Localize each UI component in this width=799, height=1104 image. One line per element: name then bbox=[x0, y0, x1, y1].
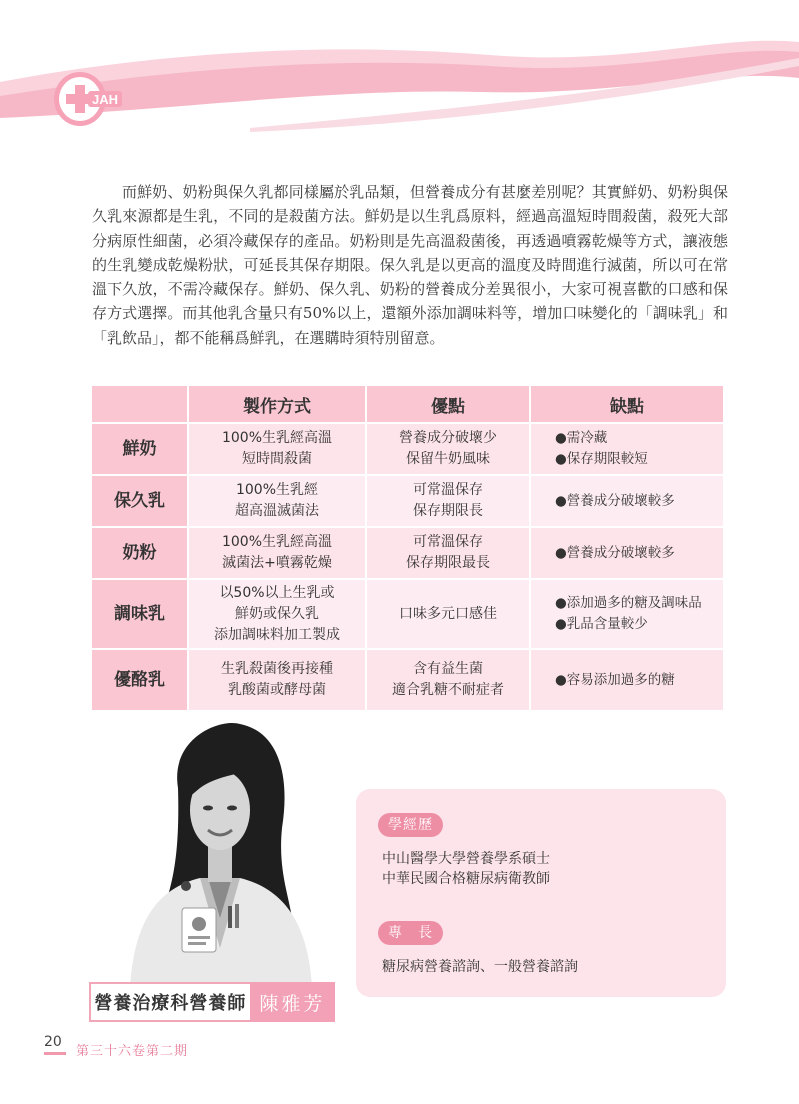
cons-cell bbox=[530, 649, 724, 711]
milk-comparison-table bbox=[92, 386, 725, 712]
row-name: 保久乳 bbox=[92, 475, 188, 527]
cons-cell bbox=[530, 527, 724, 579]
method-line: 鮮奶或保久乳 bbox=[235, 605, 319, 622]
cons-cell bbox=[530, 423, 724, 475]
pros-cell bbox=[366, 475, 530, 527]
method-line: 滅菌法+噴霧乾燥 bbox=[222, 555, 332, 571]
header-method: 製作方式 bbox=[188, 386, 366, 423]
method-line: 100%生乳經高溫 bbox=[221, 534, 333, 550]
pros-line: 含有益生菌 bbox=[413, 661, 483, 677]
specialty-badge: 專 長 bbox=[378, 921, 443, 945]
logo-text: JAH bbox=[91, 92, 119, 107]
cons-line: ●容易添加過多的糖 bbox=[555, 671, 675, 688]
method-line: 100%生乳經高溫 bbox=[221, 430, 333, 446]
profile-info-box bbox=[356, 789, 726, 997]
education-badge: 學經歷 bbox=[378, 813, 443, 837]
method-cell bbox=[188, 649, 366, 711]
pros-cell bbox=[366, 579, 530, 649]
method-cell bbox=[188, 527, 366, 579]
footer-accent-bar bbox=[44, 1052, 66, 1055]
method-cell bbox=[188, 579, 366, 649]
pros-line: 保存期限長 bbox=[413, 503, 483, 519]
name-tag bbox=[89, 982, 335, 1022]
row-name: 調味乳 bbox=[92, 579, 188, 649]
cons-line: ●乳品含量較少 bbox=[555, 616, 648, 632]
pros-line: 可常溫保存 bbox=[413, 534, 483, 550]
row-name: 優酪乳 bbox=[92, 649, 188, 711]
education-line: 中山醫學大學營養學系碩士 bbox=[382, 851, 550, 867]
education-line: 中華民國合格糖尿病衛教師 bbox=[382, 871, 550, 887]
cons-cell bbox=[530, 475, 724, 527]
page-number: 20 bbox=[44, 1034, 62, 1050]
cons-line: ●添加過多的糖及調味品 bbox=[555, 595, 702, 611]
issue-label: 第三十六卷第二期 bbox=[76, 1044, 189, 1059]
method-cell bbox=[188, 423, 366, 475]
pros-line: 可常溫保存 bbox=[413, 482, 483, 498]
pros-line: 營養成分破壞少 bbox=[399, 430, 497, 446]
pros-cell bbox=[366, 649, 530, 711]
pros-cell bbox=[366, 527, 530, 579]
cons-line: ●需冷藏 bbox=[555, 430, 608, 446]
person-name: 陳雅芳 bbox=[250, 982, 335, 1022]
pros-line: 保存期限最長 bbox=[406, 555, 490, 571]
method-line: 乳酸菌或酵母菌 bbox=[228, 682, 326, 698]
method-line: 100%生乳經 bbox=[235, 482, 319, 498]
table-row bbox=[92, 649, 724, 711]
table-row bbox=[92, 475, 724, 527]
header-pros: 優點 bbox=[366, 386, 530, 423]
pros-line: 適合乳糖不耐症者 bbox=[392, 682, 504, 698]
pros-line: 保留牛奶風味 bbox=[406, 451, 490, 467]
method-line: 生乳殺菌後再接種 bbox=[221, 661, 333, 677]
cons-cell bbox=[530, 579, 724, 649]
cons-line: ●營養成分破壞較多 bbox=[555, 492, 675, 509]
pros-cell bbox=[366, 423, 530, 475]
table-row bbox=[92, 527, 724, 579]
pros-line: 口味多元口感佳 bbox=[399, 605, 497, 622]
table-row bbox=[92, 423, 724, 475]
method-line: 短時間殺菌 bbox=[242, 451, 312, 467]
method-line: 以50%以上生乳或 bbox=[219, 584, 335, 601]
method-line: 添加調味料加工製成 bbox=[214, 626, 340, 643]
method-line: 超高溫滅菌法 bbox=[235, 503, 319, 519]
method-cell bbox=[188, 475, 366, 527]
row-name: 奶粉 bbox=[92, 527, 188, 579]
header-cons: 缺點 bbox=[530, 386, 724, 423]
specialty-line: 糖尿病營養諮詢、一般營養諮詢 bbox=[382, 959, 578, 975]
cons-line: ●保存期限較短 bbox=[555, 451, 648, 467]
intro-paragraph: 而鮮奶、奶粉與保久乳都同樣屬於乳品類，但營養成分有甚麼差別呢？其實鮮奶、奶粉與保久乳來源都是生乳，不同的是殺菌方法。鮮奶是以生乳爲原料，經過高溫短時間殺菌，殺死大部分病原性細菌，必須冷藏保存的產品。奶粉則是先高溫殺菌後，再透過噴霧乾燥等方式，讓液態的生乳變成乾燥粉狀，可延長其保存期限。保久乳是以更高的溫度及時間進行滅菌，所以可在常溫下久放，不需冷藏保存。鮮奶、保久乳、奶粉的營養成分差異很小，大家可視喜歡的口感和保存方式選擇。而其他乳含量只有50%以上，還額外添加調味料等，增加口味變化的「調味乳」和「乳飲品」，都不能稱爲鮮乳，在選購時須特別留意。 bbox=[92, 183, 728, 347]
row-name: 鮮奶 bbox=[92, 423, 188, 475]
job-title: 營養治療科營養師 bbox=[89, 982, 250, 1022]
table-row bbox=[92, 579, 724, 649]
cons-line: ●營養成分破壞較多 bbox=[555, 544, 675, 561]
hospital-logo bbox=[54, 70, 126, 128]
table-corner bbox=[92, 386, 188, 423]
dietitian-portrait-photo bbox=[120, 718, 320, 988]
